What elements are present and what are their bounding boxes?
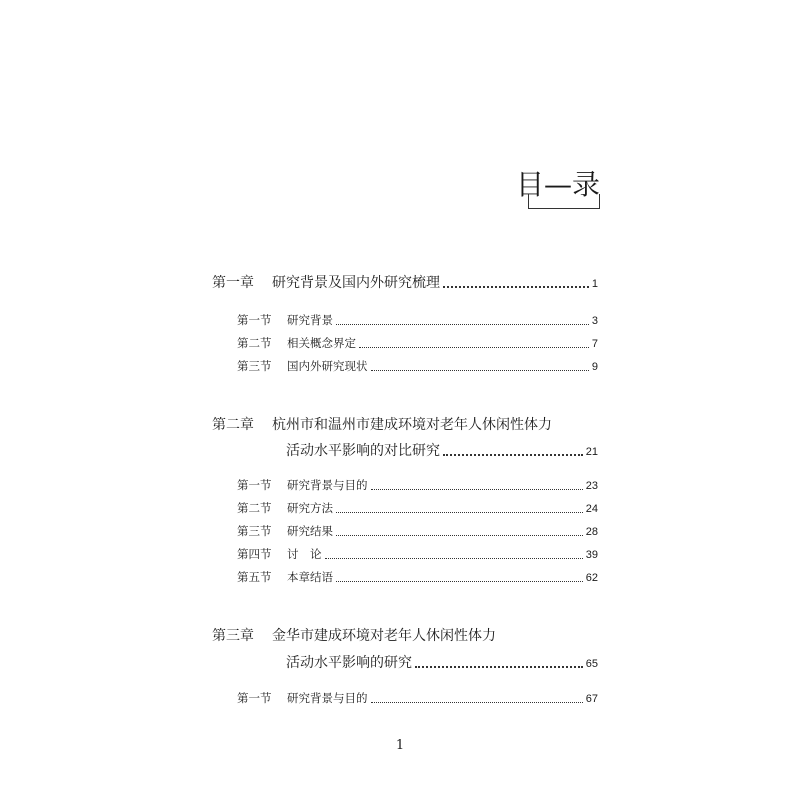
- dot-leader: [336, 323, 589, 325]
- toc-chapter-2[interactable]: [212, 414, 598, 434]
- section-label: 第一节: [237, 478, 272, 492]
- section-label: 第三节: [237, 524, 272, 538]
- page-ref: 67: [585, 693, 598, 705]
- dot-leader: [325, 557, 583, 559]
- page-ref: 39: [585, 549, 598, 561]
- section-title: 研究结果: [287, 524, 333, 538]
- toc-section-2-3[interactable]: [237, 523, 598, 539]
- toc-section-2-4[interactable]: [237, 546, 598, 562]
- chapter-title-continued: 活动水平影响的对比研究: [286, 443, 440, 459]
- section-label: 第二节: [237, 501, 272, 515]
- section-title: 国内外研究现状: [287, 359, 368, 373]
- section-label: 第二节: [237, 336, 272, 350]
- section-title: 相关概念界定: [287, 336, 356, 350]
- page-ref: 3: [591, 315, 598, 327]
- chapter-title: 研究背景及国内外研究梳理: [272, 275, 440, 291]
- dot-leader: [371, 701, 583, 703]
- toc-chapter-3[interactable]: [212, 625, 598, 645]
- dot-leader: [359, 346, 589, 348]
- page-ref: 9: [591, 361, 598, 373]
- toc-title: 目—录: [516, 168, 601, 201]
- toc-chapter-3-continued[interactable]: [286, 652, 598, 672]
- section-title: 研究背景与目的: [287, 691, 368, 705]
- dot-leader: [371, 488, 583, 490]
- toc-section-1-3[interactable]: [237, 358, 598, 374]
- section-title: 讨 论: [287, 547, 322, 561]
- page-ref: 7: [591, 338, 598, 350]
- page-ref: 28: [585, 526, 598, 538]
- section-title: 研究背景与目的: [287, 478, 368, 492]
- chapter-label: 第三章: [212, 628, 254, 644]
- section-label: 第一节: [237, 313, 272, 327]
- toc-chapter-1[interactable]: [212, 272, 598, 292]
- page-ref: 23: [585, 480, 598, 492]
- section-title: 研究方法: [287, 501, 333, 515]
- chapter-title: 杭州市和温州市建成环境对老年人休闲性体力: [272, 417, 552, 433]
- page-ref: 21: [585, 446, 598, 458]
- dot-leader: [336, 511, 583, 513]
- title-bracket-decoration: [528, 194, 600, 209]
- chapter-title-continued: 活动水平影响的研究: [286, 655, 412, 671]
- section-label: 第一节: [237, 691, 272, 705]
- page-number: 1: [395, 738, 405, 753]
- toc-section-1-1[interactable]: [237, 312, 598, 328]
- dot-leader: [336, 580, 583, 582]
- page-ref: 24: [585, 503, 598, 515]
- dot-leader: [336, 534, 583, 536]
- section-label: 第三节: [237, 359, 272, 373]
- dot-leader: [443, 285, 589, 288]
- section-label: 第五节: [237, 570, 272, 584]
- chapter-label: 第一章: [212, 275, 254, 291]
- toc-title-block: [516, 168, 601, 212]
- section-title: 研究背景: [287, 313, 333, 327]
- page-ref: 62: [585, 572, 598, 584]
- toc-section-2-2[interactable]: [237, 500, 598, 516]
- toc-section-2-1[interactable]: [237, 477, 598, 493]
- page-ref: 65: [585, 658, 598, 670]
- toc-section-1-2[interactable]: [237, 335, 598, 351]
- section-label: 第四节: [237, 547, 272, 561]
- dot-leader: [371, 369, 589, 371]
- toc-section-2-5[interactable]: [237, 569, 598, 585]
- dot-leader: [415, 665, 583, 668]
- toc-section-3-1[interactable]: [237, 690, 598, 706]
- page-ref: 1: [591, 278, 598, 290]
- chapter-title: 金华市建成环境对老年人休闲性体力: [272, 628, 496, 644]
- dot-leader: [443, 453, 583, 456]
- section-title: 本章结语: [287, 570, 333, 584]
- chapter-label: 第二章: [212, 417, 254, 433]
- toc-chapter-2-continued[interactable]: [286, 440, 598, 460]
